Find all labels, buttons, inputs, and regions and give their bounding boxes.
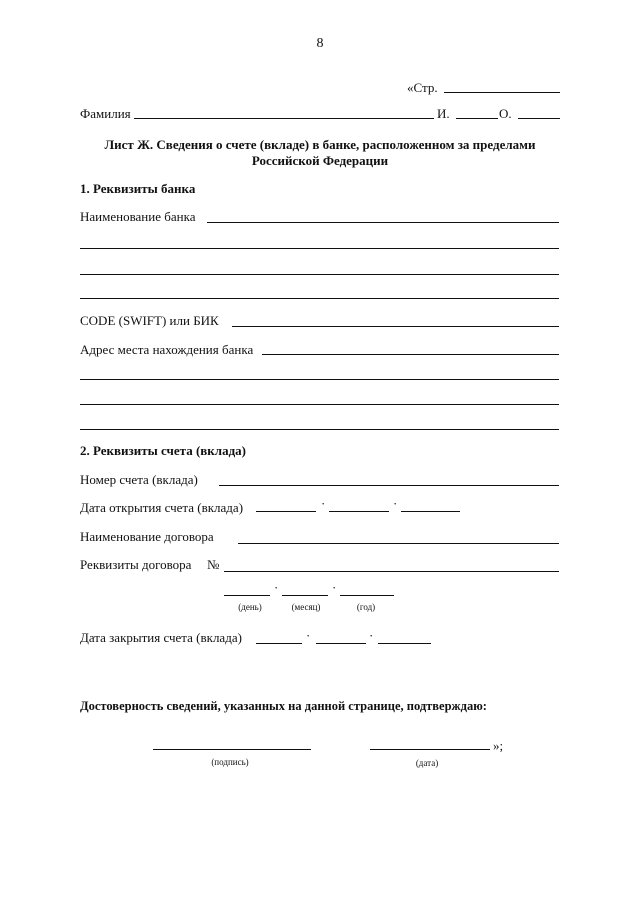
close-date-month-field[interactable]	[316, 643, 366, 644]
year-caption: (год)	[356, 602, 376, 612]
close-date-day-field[interactable]	[256, 643, 302, 644]
bank-name-field[interactable]	[207, 222, 559, 223]
close-date-dot2: ·	[369, 628, 374, 643]
initial-o-label: О.	[499, 106, 512, 121]
contract-name-label: Наименование договора	[80, 529, 214, 544]
sheet-title-line2: Российской Федерации	[251, 153, 389, 168]
close-date-dot1: ·	[306, 628, 311, 643]
bank-address-label: Адрес места нахождения банка	[80, 342, 254, 357]
bank-name-label: Наименование банка	[80, 209, 196, 224]
open-date-year-field[interactable]	[401, 511, 460, 512]
date-caption: (дата)	[415, 758, 439, 768]
section2-heading: 2. Реквизиты счета (вклада)	[80, 443, 246, 458]
account-number-field[interactable]	[219, 485, 559, 486]
swift-label: CODE (SWIFT) или БИК	[80, 313, 219, 328]
signature-field[interactable]	[153, 749, 311, 750]
signature-caption: (подпись)	[211, 757, 249, 767]
bank-address-field[interactable]	[262, 354, 559, 355]
contract-date-dot2: ·	[332, 580, 337, 595]
initial-o-field[interactable]	[518, 118, 560, 119]
bank-address-field-line2[interactable]	[80, 379, 559, 380]
page-number: 8	[316, 36, 324, 51]
open-date-label: Дата открытия счета (вклада)	[80, 500, 244, 515]
page-ref-field[interactable]	[444, 92, 560, 93]
open-date-dot1: ·	[321, 496, 326, 511]
initial-i-field[interactable]	[456, 118, 498, 119]
contract-year-field[interactable]	[340, 595, 394, 596]
month-caption: (месяц)	[291, 602, 321, 612]
number-sign: №	[207, 557, 220, 572]
swift-field[interactable]	[232, 326, 559, 327]
open-date-month-field[interactable]	[329, 511, 389, 512]
bank-address-field-line4[interactable]	[80, 429, 559, 430]
contract-day-field[interactable]	[224, 595, 270, 596]
open-date-day-field[interactable]	[256, 511, 316, 512]
section1-heading: 1. Реквизиты банка	[80, 181, 196, 196]
account-number-label: Номер счета (вклада)	[80, 472, 198, 487]
open-date-dot2: ·	[393, 496, 398, 511]
close-date-year-field[interactable]	[378, 643, 431, 644]
confirmation-text: Достоверность сведений, указанных на данной странице, подтверждаю:	[80, 699, 487, 713]
bank-name-field-line3[interactable]	[80, 274, 559, 275]
day-caption: (день)	[238, 602, 262, 612]
bank-address-field-line3[interactable]	[80, 404, 559, 405]
contract-month-field[interactable]	[282, 595, 328, 596]
closing-mark: »;	[493, 738, 504, 753]
close-date-label: Дата закрытия счета (вклада)	[80, 630, 242, 645]
sheet-title-line1: Лист Ж. Сведения о счете (вкладе) в банке, расположенном за пределами	[104, 137, 536, 152]
date-field[interactable]	[370, 749, 490, 750]
contract-name-field[interactable]	[238, 543, 559, 544]
contract-details-label: Реквизиты договора	[80, 557, 192, 572]
page-ref-label: «Стр.	[407, 80, 438, 95]
initial-i-label: И.	[437, 106, 450, 121]
bank-name-field-line2[interactable]	[80, 248, 559, 249]
contract-date-dot1: ·	[274, 580, 279, 595]
surname-label: Фамилия	[80, 106, 131, 121]
surname-field[interactable]	[134, 118, 434, 119]
contract-details-field[interactable]	[224, 571, 559, 572]
bank-name-field-line4[interactable]	[80, 298, 559, 299]
